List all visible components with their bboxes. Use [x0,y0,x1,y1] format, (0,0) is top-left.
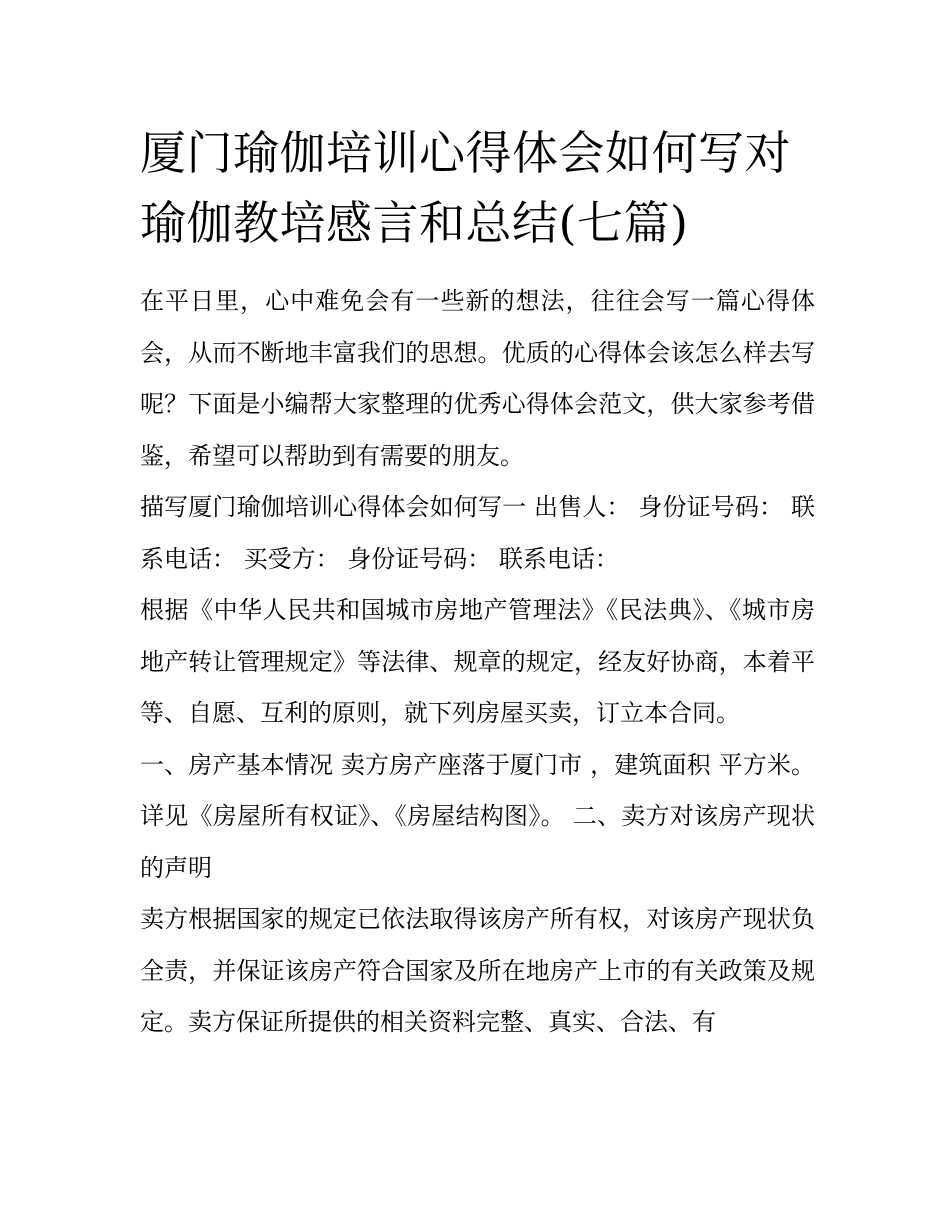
paragraph-seller-statement: 卖方根据国家的规定已依法取得该房产所有权，对该房产现状负全责，并保证该房产符合国家及所在地房产上市的有关政策及规定。卖方保证所提供的相关资料完整、真实、合法、有 [140,905,815,1036]
document-body [140,276,815,1049]
paragraph-intro: 在平日里，心中难免会有一些新的想法，往往会写一篇心得体会，从而不断地丰富我们的思想。优质的心得体会该怎么样去写呢？下面是小编帮大家整理的优秀心得体会范文，供大家参考借鉴，希望可以帮助到有需要的朋友。 [140,287,815,470]
document-title: 厦门瑜伽培训心得体会如何写对瑜伽教培感言和总结(七篇) [140,126,791,250]
paragraph-property-info: 一、房产基本情况 卖方房产座落于厦门市 ，建筑面积 平方米。详见《房屋所有权证》、《房屋结构图》。 二、卖方对该房产现状的声明 [140,750,815,882]
paragraph-parties: 描写厦门瑜伽培训心得体会如何写一 出售人： 身份证号码： 联系电话： 买受方： 身份证号码： 联系电话： [140,493,815,573]
paragraph-legal-basis: 根据《中华人民共和国城市房地产管理法》《民法典》、《城市房地产转让管理规定》等法律、规章的规定，经友好协商，本着平等、自愿、互利的原则，就下列房屋买卖，订立本合同。 [140,596,815,727]
